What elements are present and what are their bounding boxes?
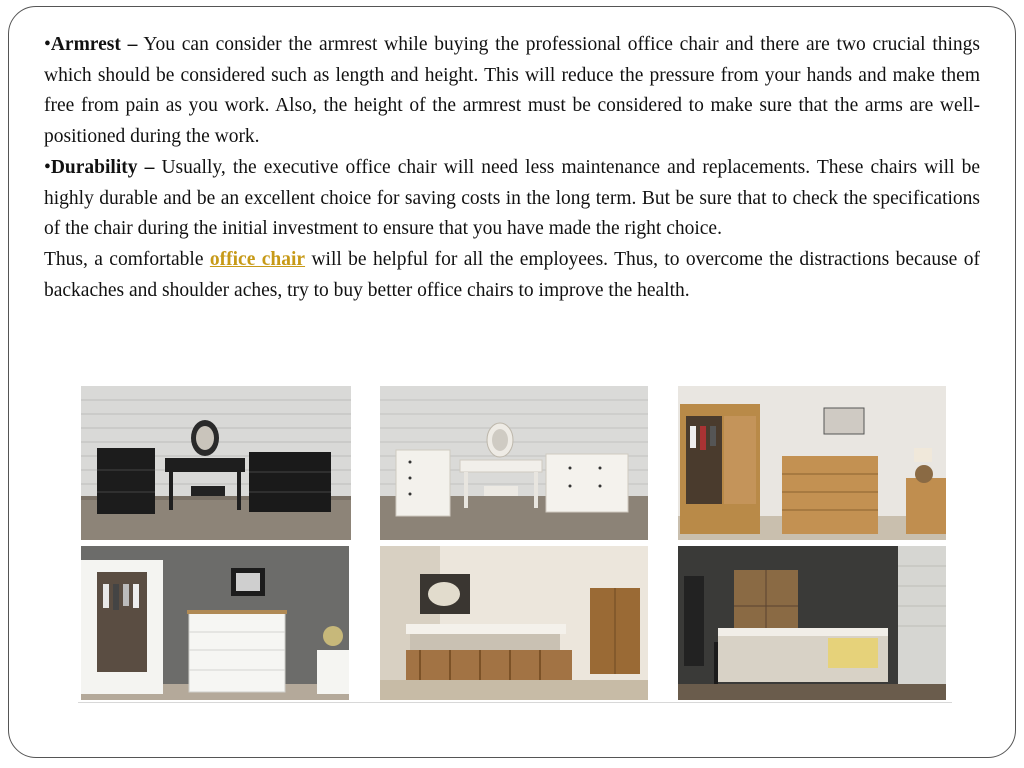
white-wardrobe-photo [81, 546, 349, 700]
black-bedroom-furniture-photo [81, 386, 351, 540]
durability-term: Durability – [50, 156, 155, 178]
pine-bed-bedroom-photo [380, 546, 648, 700]
office-chair-link[interactable]: office chair [209, 248, 306, 270]
durability-paragraph [44, 153, 980, 245]
conclusion-text-after: will be helpful for all the employees. Thus, to overcome the distractions because of backaches and shoulder aches, try to buy better office chairs to improve the health. [44, 248, 980, 301]
armrest-text: You can consider the armrest while buying the professional office chair and there are two crucial things which should be considered such as length and height. This will reduce the pressure from your hands and make them free from pain as you work. Also, the height of the armrest must be considered to make sure that the arms are well-positioned during the work. [44, 34, 980, 148]
pine-wardrobe-photo [678, 386, 946, 540]
text-content [44, 30, 980, 306]
bullet: • [44, 34, 51, 55]
furniture-photo-gallery [78, 384, 952, 703]
bullet: • [44, 156, 51, 178]
industrial-bedroom-photo [678, 546, 946, 700]
conclusion-paragraph [44, 245, 980, 306]
armrest-term: Armrest – [50, 34, 138, 55]
durability-text: Usually, the executive office chair will need less maintenance and replacements. These chairs will be highly durable and be an excellent choice for saving costs in the long term. But be sure that to check the specifications of the chair during the initial investment to ensure that you have made the right choice. [44, 156, 980, 240]
conclusion-text-before: Thus, a comfortable [44, 248, 210, 270]
armrest-paragraph [44, 30, 980, 153]
white-bedroom-furniture-photo [380, 386, 648, 540]
